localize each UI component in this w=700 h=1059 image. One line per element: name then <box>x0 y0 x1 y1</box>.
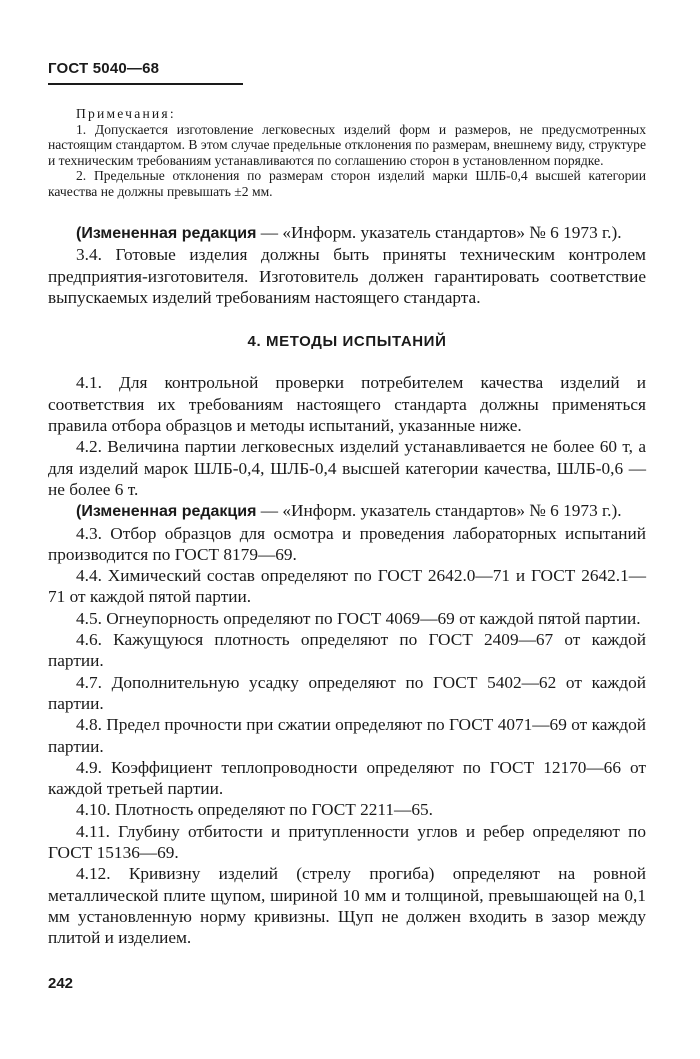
paragraph-4-8: 4.8. Предел прочности при сжатии определяют по ГОСТ 4071—69 от каждой партии. <box>48 715 646 756</box>
paragraph-4-2: 4.2. Величина партии легковесных изделий устанавливается не более 60 т, а для изделий марок ШЛБ-0,4, ШЛБ-0,4 высшей категории качества, ШЛБ-0,6 — не более 6 т. <box>48 437 646 499</box>
paragraph-4-7: 4.7. Дополнительную усадку определяют по ГОСТ 5402—62 от каждой партии. <box>48 672 646 713</box>
edition-note-text: — «Информ. указатель стандартов» № 6 1973 г.). <box>256 501 622 521</box>
edition-note-2 <box>48 500 646 522</box>
note-item-1: 1. Допускается изготовление легковесных изделий форм и размеров, не предусмотренных настоящим стандартом. В этом случае предельные отклонения по размерам, внешнему виду, структуре и техническим требованиям устанавливаются по соглашению сторон в установленном порядке. <box>48 121 646 168</box>
notes-title: Примечания: <box>76 106 176 121</box>
paragraph-4-5: 4.5. Огнеупорность определяют по ГОСТ 4069—69 от каждой пятой партии. <box>76 608 641 628</box>
paragraph-4-11: 4.11. Глубину отбитости и притупленности углов и ребер определяют по ГОСТ 15136—69. <box>48 821 646 863</box>
main-text <box>48 222 646 949</box>
edition-note-bold: (Измененная редакция <box>76 225 257 242</box>
edition-note-1 <box>48 222 646 244</box>
paragraph-4-1: 4.1. Для контрольной проверки потребителем качества изделий и соответствия их требованиям настоящего стандарта должны применяться правила отбора образцов и методы испытаний, указанные ниже. <box>48 373 646 436</box>
paragraph-4-4: 4.4. Химический состав определяют по ГОСТ 2642.0—71 и ГОСТ 2642.1—71 от каждой пятой партии. <box>48 566 646 607</box>
section-title: 4. МЕТОДЫ ИСПЫТАНИЙ <box>247 333 447 351</box>
page-number: 242 <box>48 975 74 992</box>
paragraph-3-4: 3.4. Готовые изделия должны быть приняты техническим контролем предприятия-изготовителя. Изготовитель должен гарантировать соответствие выпускаемых изделий требованиям настоящего стандарта. <box>48 245 646 307</box>
document-header: ГОСТ 5040—68 <box>48 60 243 85</box>
notes-block <box>48 106 646 199</box>
paragraph-4-6: 4.6. Кажущуюся плотность определяют по ГОСТ 2409—67 от каждой партии. <box>48 630 646 671</box>
paragraph-4-9: 4.9. Коэффициент теплопроводности определяют по ГОСТ 12170—66 от каждой третьей партии. <box>48 757 646 799</box>
paragraph-4-12: 4.12. Кривизну изделий (стрелу прогиба) определяют на ровной металлической плите щупом, шириной 10 мм и толщиной, превышающей на 0,1 мм установленную норму кривизны. Щуп не должен входить в зазор между плитой и изделием. <box>48 864 646 948</box>
paragraph-4-3: 4.3. Отбор образцов для осмотра и проведения лабораторных испытаний производится по ГОСТ 8179—69. <box>48 523 646 564</box>
edition-note-text: — «Информ. указатель стандартов» № 6 1973 г.). <box>256 223 622 242</box>
paragraph-4-10: 4.10. Плотность определяют по ГОСТ 2211—65. <box>76 800 433 820</box>
note-item-2: 2. Предельные отклонения по размерам сторон изделий марки ШЛБ-0,4 высшей категории качества не должны превышать ±2 мм. <box>48 168 646 199</box>
edition-note-bold: (Измененная редакция <box>76 503 257 521</box>
